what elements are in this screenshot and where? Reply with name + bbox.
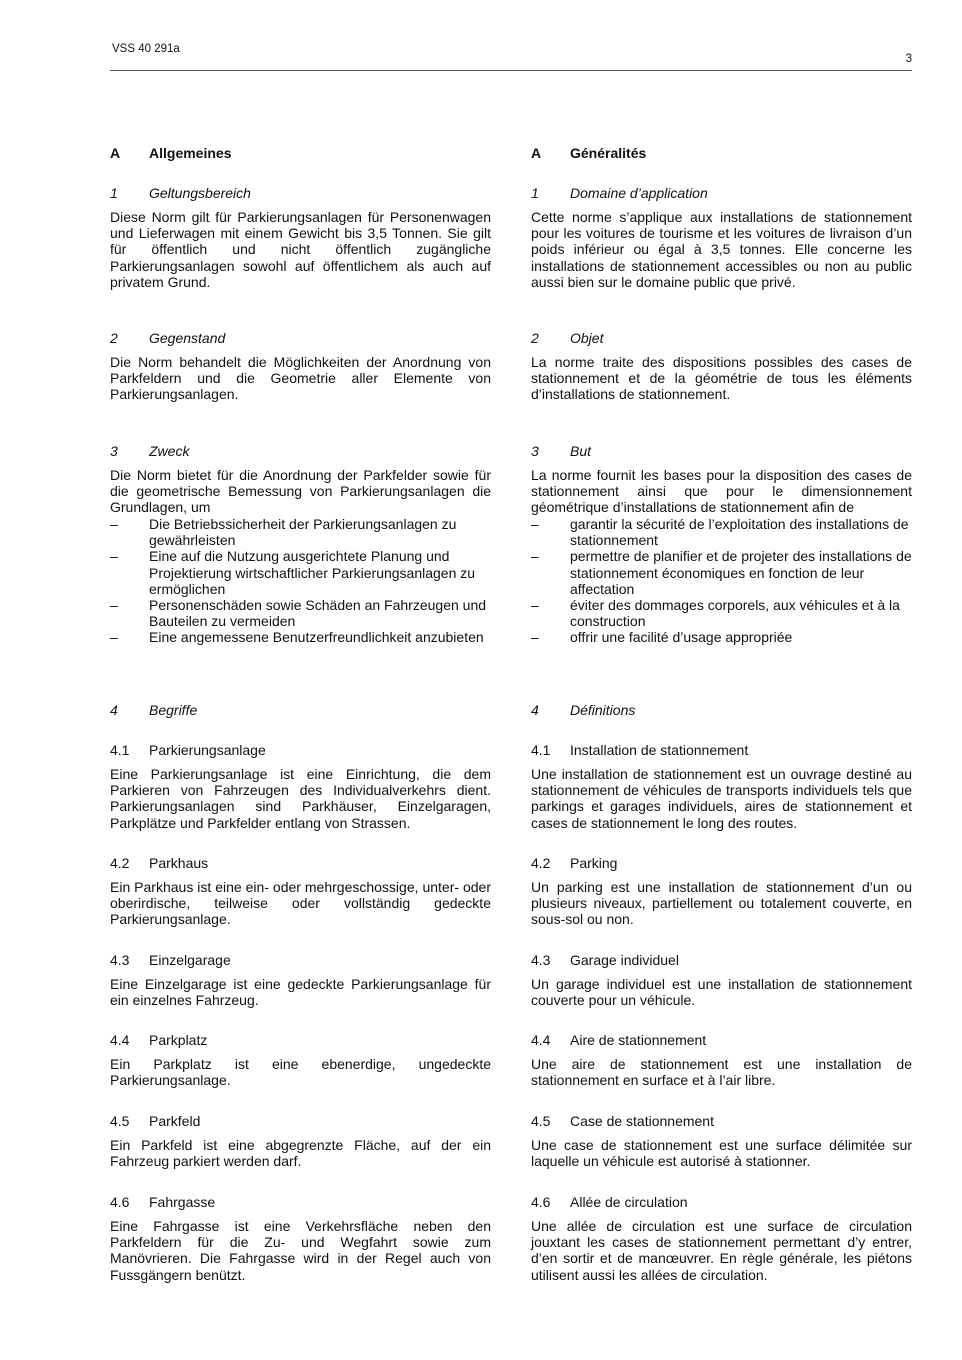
subsection-title: But (570, 443, 592, 459)
subsection-number: 3 (110, 443, 118, 459)
list-item-text: Eine auf die Nutzung ausgerichtete Planung und Projektierung wirtschaftlicher Parkierungsanlagen zu ermöglichen (149, 548, 476, 597)
purpose-list (110, 516, 491, 646)
definition-title: Parkplatz (149, 1032, 208, 1048)
definition-title: Parkfeld (149, 1113, 201, 1129)
list-item-text: Eine angemessene Benutzerfreundlichkeit anzubieten (149, 629, 484, 646)
subsection-number: 2 (531, 330, 539, 346)
paragraph: Diese Norm gilt für Parkierungsanlagen für Personenwagen und Lieferwagen mit einem Gewicht bis 3,5 Tonnen. Sie gilt für öffentlich und nicht öffentlich zugängliche Parkierungsanlagen sowohl auf öffentlichem als auch auf privatem Grund. (110, 209, 491, 290)
paragraph: Ein Parkfeld ist eine abgegrenzte Fläche, auf der ein Fahrzeug parkiert werden darf. (110, 1137, 491, 1170)
subsection-title: Begriffe (149, 702, 198, 718)
definition-title: Installation de stationnement (570, 742, 749, 758)
subsection-number: 2 (110, 330, 118, 346)
definition-number: 4.1 (531, 742, 551, 758)
list-dash: – (531, 629, 539, 646)
definition-number: 4.3 (110, 952, 130, 968)
definition-title: Parkhaus (149, 855, 209, 871)
section-number: A (531, 145, 542, 161)
subsection-number: 1 (110, 185, 118, 201)
paragraph: Une installation de stationnement est un ouvrage destiné au stationnement de véhicules de transports individuels tels que parkings et garages individuels, aires de stationnement et cases de stationnement le long des routes. (531, 766, 912, 831)
list-item-text: Personenschäden sowie Schäden an Fahrzeugen und Bauteilen zu vermeiden (149, 597, 487, 630)
definition-title: Fahrgasse (149, 1194, 216, 1210)
definition-title: Einzelgarage (149, 952, 231, 968)
paragraph: La norme traite des dispositions possibles des cases de stationnement et de la géométrie de tous les éléments d’installations de stationnement. (531, 354, 912, 403)
definition-number: 4.2 (110, 855, 130, 871)
definition-number: 4.6 (531, 1194, 551, 1210)
subsection-title: Domaine d’application (570, 185, 708, 201)
list-item (531, 548, 912, 597)
list-dash: – (110, 597, 118, 614)
list-dash: – (531, 597, 539, 614)
paragraph: Ein Parkplatz ist eine ebenerdige, ungedeckte Parkierungsanlage. (110, 1056, 491, 1089)
definition-title: Garage individuel (570, 952, 679, 968)
list-dash: – (110, 629, 118, 646)
definition-number: 4.1 (110, 742, 130, 758)
subsection-title: Définitions (570, 702, 636, 718)
list-dash: – (531, 516, 539, 532)
list-item (531, 516, 912, 548)
paragraph: Eine Einzelgarage ist eine gedeckte Parkierungsanlage für ein einzelnes Fahrzeug. (110, 976, 491, 1009)
definition-number: 4.6 (110, 1194, 130, 1210)
paragraph: Une aire de stationnement est une installation de stationnement en surface et à l’air libre. (531, 1056, 912, 1089)
list-item-text: éviter des dommages corporels, aux véhicules et à la construction (570, 597, 900, 630)
list-item-text: garantir la sécurité de l’exploitation des installations de stationnement (570, 516, 909, 549)
definition-title: Aire de stationnement (570, 1032, 707, 1048)
paragraph: Die Norm bietet für die Anordnung der Parkfelder sowie für die geometrische Bemessung von Parkierungsanlagen die Grundlagen, um (110, 467, 491, 516)
list-item-text: Die Betriebssicherheit der Parkierungsanlagen zu gewährleisten (149, 516, 457, 549)
paragraph: Eine Parkierungsanlage ist eine Einrichtung, die dem Parkieren von Fahrzeugen des Individualverkehrs dient. Parkierungsanlagen sind Parkhäuser, Einzelgaragen, Parkplätze und Parkfelder entlang von Strassen. (110, 766, 491, 831)
section-title: Généralités (570, 145, 647, 161)
paragraph: Ein Parkhaus ist eine ein- oder mehrgeschossige, unter- oder oberirdische, teilweise oder vollständig gedeckte Parkierungsanlage. (110, 879, 491, 928)
purpose-list (531, 516, 912, 646)
definition-number: 4.3 (531, 952, 551, 968)
definition-title: Case de stationnement (570, 1113, 714, 1129)
subsection-number: 1 (531, 185, 539, 201)
paragraph: La norme fournit les bases pour la disposition des cases de stationnement ainsi que pour le dimensionnement géométrique d’installations de stationnement afin de (531, 467, 912, 516)
paragraph: Une allée de circulation est une surface de circulation jouxtant les cases de stationnement permettant d’y entrer, d’en sortir et de manœuvrer. En règle générale, les piétons utilisent aussi les allées de circulation. (531, 1218, 912, 1283)
list-item-text: offrir une facilité d’usage appropriée (570, 629, 793, 646)
subsection-number: 3 (531, 443, 539, 459)
subsection-title: Zweck (149, 443, 190, 459)
definition-title: Parking (570, 855, 618, 871)
section-title: Allgemeines (149, 145, 232, 161)
subsection-number: 4 (531, 702, 539, 718)
definition-number: 4.4 (531, 1032, 551, 1048)
definition-number: 4.2 (531, 855, 551, 871)
subsection-title: Gegenstand (149, 330, 226, 346)
list-item-text: permettre de planifier et de projeter des installations de stationnement économiques en fonction de leur affectation (570, 548, 912, 597)
list-item (531, 597, 912, 629)
document-id: VSS 40 291a (112, 43, 180, 55)
paragraph: Eine Fahrgasse ist eine Verkehrsfläche neben den Parkfeldern für die Zu- und Wegfahrt sowie zum Manövrieren. Die Fahrgasse wird in der Regel auch von Fussgängern benützt. (110, 1218, 491, 1283)
list-item (110, 629, 491, 645)
paragraph: Une case de stationnement est une surface délimitée sur laquelle un véhicule est autorisé à stationner. (531, 1137, 912, 1170)
paragraph: Die Norm behandelt die Möglichkeiten der Anordnung von Parkfeldern und die Geometrie aller Elemente von Parkierungsanlagen. (110, 354, 491, 403)
subsection-number: 4 (110, 702, 118, 718)
list-item (531, 629, 912, 645)
definition-number: 4.4 (110, 1032, 130, 1048)
list-item (110, 548, 491, 597)
header-divider (110, 70, 912, 71)
definition-title: Parkierungsanlage (149, 742, 266, 758)
definition-title: Allée de circulation (570, 1194, 688, 1210)
paragraph: Un garage individuel est une installation de stationnement couverte pour un véhicule. (531, 976, 912, 1009)
subsection-title: Geltungsbereich (149, 185, 251, 201)
list-dash: – (110, 516, 118, 532)
definition-number: 4.5 (531, 1113, 551, 1129)
paragraph: Cette norme s’applique aux installations de stationnement pour les voitures de tourisme et les voitures de livraison d’un poids inférieur ou égal à 3,5 tonnes. Elle concerne les installations de stationnement accessibles ou non au public aussi bien sur le domaine public que privé. (531, 209, 912, 290)
list-item (110, 516, 491, 548)
list-dash: – (531, 548, 539, 565)
subsection-title: Objet (570, 330, 604, 346)
paragraph: Un parking est une installation de stationnement d’un ou plusieurs niveaux, partiellement ou totalement couverte, en sous-sol ou non. (531, 879, 912, 928)
definition-number: 4.5 (110, 1113, 130, 1129)
list-dash: – (110, 548, 118, 565)
list-item (110, 597, 491, 629)
section-number: A (110, 145, 121, 161)
page-number: 3 (905, 53, 912, 65)
